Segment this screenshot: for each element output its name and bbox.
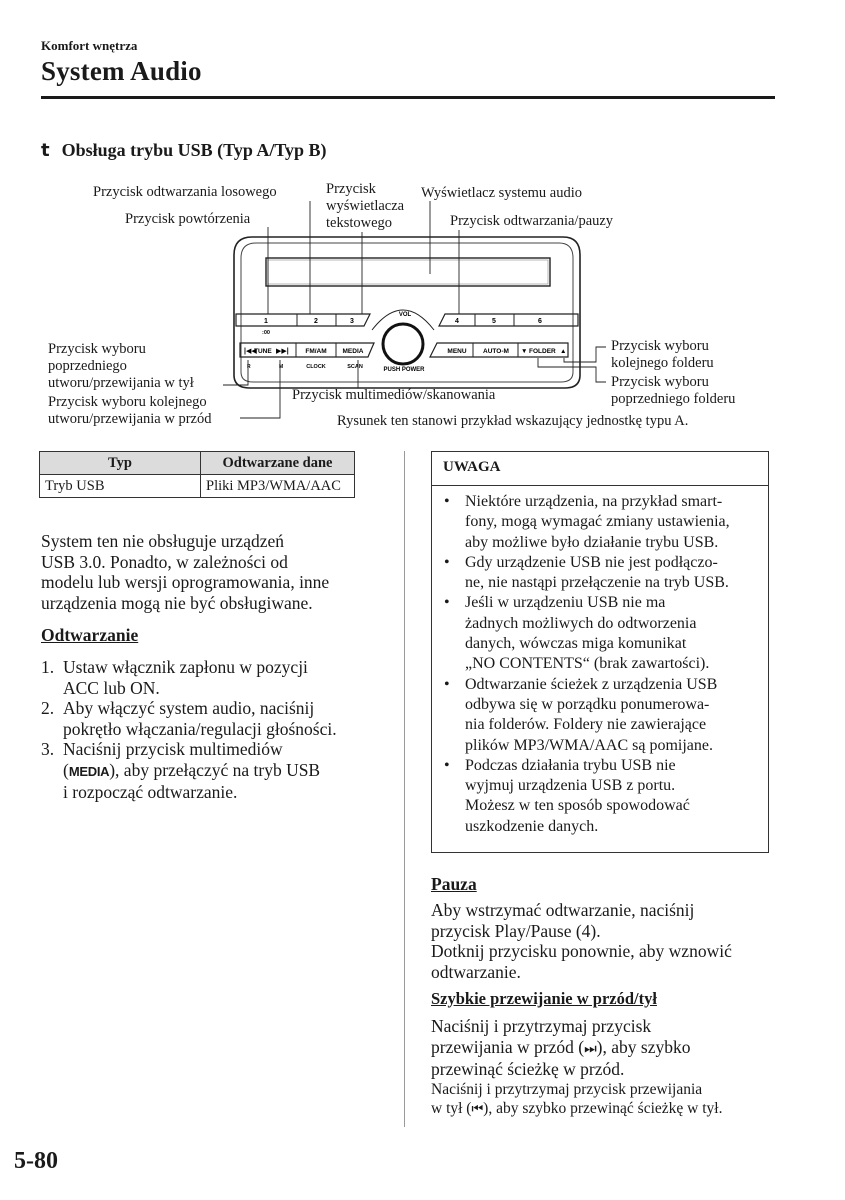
step-number: 1. (41, 657, 55, 677)
pause-line: Aby wstrzymać odtwarzanie, naciśnij (431, 900, 695, 920)
callout-text-display-line2: wyświetlacza (326, 198, 405, 214)
note-list (437, 492, 762, 837)
intro-line: System ten nie obsługuje urządzeń (41, 531, 284, 551)
note-line: fony, mogą wymagać zmiany ustawienia, (465, 513, 730, 531)
note-title: UWAGA (443, 459, 501, 475)
pause-heading: Pauza (431, 874, 477, 894)
media-label: MEDIA (342, 348, 364, 355)
repeat-mark: R (247, 364, 251, 370)
callout-prev-line2: poprzedniego (48, 358, 127, 374)
bullet-icon: • (444, 594, 450, 612)
callout-next-line2: utworu/przewijania w przód (48, 411, 212, 427)
bullet-icon: • (444, 756, 450, 774)
note-item (437, 492, 762, 553)
note-line: „NO CONTENTS“ (brak zawartości). (465, 655, 710, 673)
intro-line: USB 3.0. Ponadto, w zależności od (41, 551, 288, 572)
preset-5-label: 5 (492, 318, 496, 325)
scan-label: SCAN (347, 364, 363, 370)
table-cell-data: Pliki MP3/WMA/AAC (201, 475, 355, 498)
callout-shuffle: Przycisk odtwarzania losowego (93, 184, 277, 200)
note-line: aby możliwe było działanie trybu USB. (465, 533, 719, 551)
fm-am-label: FM/AM (305, 348, 327, 355)
auto-m-label: AUTO-M (483, 348, 509, 355)
fast-heading: Szybkie przewijanie w przód/tył (431, 989, 657, 1008)
fast-paragraph (431, 1016, 776, 1080)
table-header-row (40, 452, 355, 475)
step-line: Naciśnij przycisk multimediów (63, 739, 283, 759)
rewind-paragraph (431, 1080, 776, 1119)
pause-line: odtwarzanie. (431, 961, 521, 982)
pause-line: Dotknij przycisku ponownie, aby wznowić (431, 941, 732, 961)
callout-media-scan: Przycisk multimediów/skanowania (292, 387, 496, 403)
step-line: Aby włączyć system audio, naciśnij (63, 698, 315, 718)
intro-paragraph (41, 531, 396, 613)
callout-repeat: Przycisk powtórzenia (125, 211, 251, 227)
page-number: 5-80 (14, 1148, 58, 1174)
folder-up-icon: ▲ (560, 348, 567, 355)
callout-next-line1: Przycisk wyboru kolejnego (48, 394, 207, 410)
fast-text: przewijania w przód ( (431, 1036, 585, 1057)
note-line: Gdy urządzenie USB nie jest podłączo- (465, 553, 718, 571)
note-line: wyjmuj urządzenia USB z portu. (465, 777, 676, 795)
note-line: żadnych możliwych do odtworzenia (465, 614, 697, 632)
step-line: Ustaw włącznik zapłonu w pozycji (63, 657, 308, 677)
callout-next-folder-line2: kolejnego folderu (611, 355, 714, 371)
next-track-icon: ▶▶| (276, 348, 289, 355)
note-item (437, 756, 762, 837)
bullet-icon: t (41, 140, 50, 161)
step-item (41, 739, 386, 803)
fast-forward-icon: ⏭ (584, 1040, 597, 1057)
folder-down-icon: ▼ (521, 348, 528, 355)
rewind-text: w tył ( (431, 1100, 472, 1117)
pause-line: przycisk Play/Pause (4). (431, 920, 601, 941)
table-cell-type: Tryb USB (40, 475, 201, 498)
table-row (40, 475, 355, 498)
preset-3-label: 3 (350, 318, 354, 325)
media-button-icon: MEDIA (68, 763, 110, 779)
prev-track-icon: |◀◀ (244, 348, 257, 355)
callout-play-pause: Przycisk odtwarzania/pauzy (450, 213, 614, 229)
step-number: 3. (41, 739, 55, 759)
step-item (41, 657, 386, 698)
subsection-title: Obsługa trybu USB (Typ A/Typ B) (61, 140, 327, 160)
note-item (437, 675, 762, 756)
note-line: Podczas działania trybu USB nie (465, 756, 676, 774)
note-line: uszkodzenie danych. (465, 817, 599, 835)
playback-heading: Odtwarzanie (41, 625, 139, 645)
note-line: plików MP3/WMA/AAC są pomijane. (465, 736, 713, 754)
fast-line: Naciśnij i przytrzymaj przycisk (431, 1016, 652, 1036)
column-divider (404, 451, 405, 1127)
rewind-text: ), aby szybko przewinąć ścieżkę w tył. (483, 1100, 723, 1117)
step-number: 2. (41, 698, 55, 718)
rewind-icon: ⏮ (471, 1102, 484, 1117)
table-header-type: Typ (40, 452, 201, 475)
note-line: nia folderów. Foldery nie zawierające (465, 716, 707, 734)
callout-text-display-line1: Przycisk (326, 181, 376, 197)
audio-unit-diagram (0, 0, 845, 440)
bullet-icon: • (444, 553, 450, 571)
menu-label: MENU (447, 348, 467, 355)
leader-lines (223, 201, 606, 418)
preset-2-label: 2 (314, 318, 318, 325)
preset-1-label: 1 (264, 318, 268, 325)
fast-line (431, 1037, 776, 1060)
note-line: danych, wówczas miga komunikat (465, 635, 687, 653)
bullet-icon: • (444, 493, 450, 510)
callout-prev-line1: Przycisk wyboru (48, 341, 146, 357)
preset-sub-label: :00 (262, 330, 270, 336)
section-label: Komfort wnętrza (41, 38, 138, 53)
tune-label: TUNE (254, 348, 272, 355)
playback-steps (41, 657, 386, 803)
step-line (63, 760, 386, 783)
note-item (437, 553, 762, 594)
step-line: ACC lub ON. (63, 677, 160, 698)
note-line: Niektóre urządzenia, na przykład smart- (465, 493, 723, 510)
display-window (266, 258, 550, 286)
callout-prev-folder-line1: Przycisk wyboru (611, 374, 709, 390)
callout-prev-folder-line2: poprzedniego folderu (611, 391, 736, 407)
note-line: Jeśli w urządzeniu USB nie ma (465, 594, 666, 612)
note-header (431, 451, 769, 486)
folder-label: FOLDER (529, 348, 556, 355)
paren-open: ( (63, 759, 69, 780)
preset-6-label: 6 (538, 318, 542, 325)
clock-label: CLOCK (306, 364, 326, 370)
push-power-label: PUSH POWER (383, 367, 425, 373)
table-header-data: Odtwarzane dane (201, 452, 355, 475)
rewind-line (431, 1099, 776, 1119)
callout-next-folder-line1: Przycisk wyboru (611, 338, 709, 354)
bullet-icon: • (444, 675, 450, 693)
diagram-caption: Rysunek ten stanowi przykład wskazujący jednostkę typu A. (337, 413, 689, 429)
step-line-rest: ), aby przełączyć na tryb USB (109, 759, 321, 780)
intro-line: urządzenia mogą nie być obsługiwane. (41, 592, 313, 613)
step-line: i rozpocząć odtwarzanie. (63, 782, 238, 802)
step-line: pokrętło włączania/regulacji głośności. (63, 718, 337, 739)
fast-line: przewinąć ścieżkę w przód. (431, 1059, 625, 1079)
note-line: Odtwarzanie ścieżek z urządzenia USB (465, 675, 718, 693)
vol-label: VOL (398, 312, 412, 318)
note-line: odbywa się w porządku ponumerowa- (465, 695, 710, 713)
step-item (41, 698, 386, 739)
usb-type-table (39, 451, 355, 498)
pause-paragraph (431, 900, 776, 982)
callout-prev-line3: utworu/przewijania w tył (48, 375, 194, 391)
volume-knob (383, 324, 423, 364)
callout-audio-display: Wyświetlacz systemu audio (421, 185, 583, 201)
callout-text-display-line3: tekstowego (326, 215, 393, 231)
shuffle-mark: M (279, 364, 284, 370)
note-line: ne, nie nastąpi przełączenie na tryb USB. (465, 574, 729, 592)
fast-text: ), aby szybko (596, 1036, 691, 1057)
preset-4-label: 4 (455, 318, 459, 325)
note-line: Możesz w ten sposób spowodować (465, 797, 690, 815)
page-title: System Audio (41, 56, 202, 86)
rewind-line: Naciśnij i przytrzymaj przycisk przewijania (431, 1081, 703, 1098)
intro-line: modelu lub wersji oprogramowania, inne (41, 572, 330, 592)
note-item (437, 593, 762, 674)
